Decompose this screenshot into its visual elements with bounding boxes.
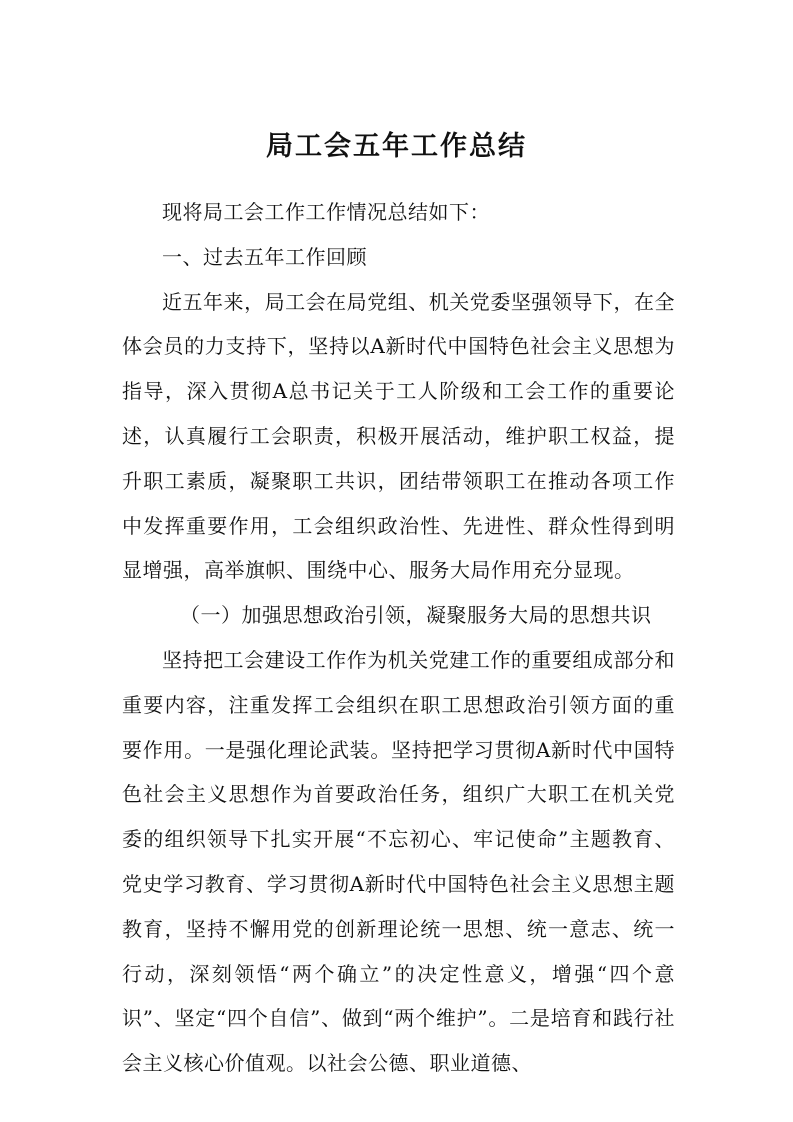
document-body [122,190,675,1086]
body-paragraph: 坚持把工会建设工作作为机关党建工作的重要组成部分和重要内容，注重发挥工会组织在职工思想政治引领方面的重要作用。一是强化理论武装。坚持把学习贯彻A新时代中国特色社会主义思想作为首要政治任务，组织广大职工在机关党委的组织领导下扎实开展“不忘初心、牢记使命”主题教育、党史学习教育、学习贯彻A新时代中国特色社会主义思想主题教育，坚持不懈用党的创新理论统一思想、统一意志、统一行动，深刻领悟“两个确立”的决定性意义，增强“四个意识”、坚定“四个自信”、做到“两个维护”。二是培育和践行社会主义核心价值观。以社会公德、职业道德、 [122,647,675,1076]
body-paragraph: 近五年来，局工会在局党组、机关党委坚强领导下，在全体会员的力支持下，坚持以A新时代中国特色社会主义思想为指导，深入贯彻A总书记关于工人阶级和工会工作的重要论述，认真履行工会职责，积极开展活动，维护职工权益，提升职工素质，凝聚职工共识，团结带领职工在推动各项工作中发挥重要作用，工会组织政治性、先进性、群众性得到明显增强，高举旗帜、围绕中心、服务大局作用充分显现。 [122,289,675,583]
document-title: 局工会五年工作总结 [266,131,527,162]
section-heading: 一、过去五年工作回顾 [162,244,367,269]
intro-paragraph: 现将局工会工作工作情况总结如下： [162,200,490,224]
subsection-heading: （一）加强思想政治引领，凝聚服务大局的思想共识 [180,603,652,628]
